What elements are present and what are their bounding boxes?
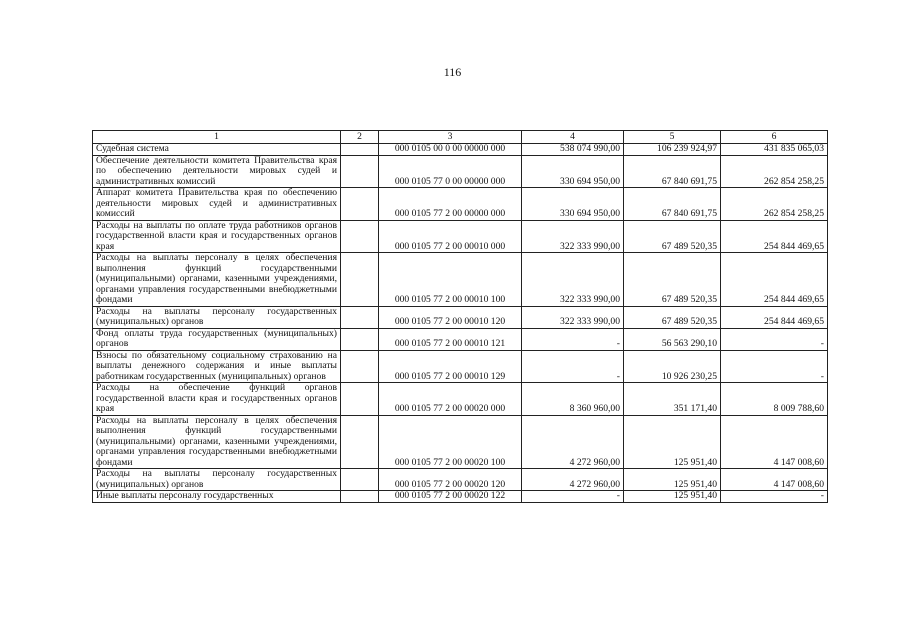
table-row <box>93 328 828 350</box>
table-row <box>93 383 828 416</box>
table-row <box>93 415 828 469</box>
row-budget-code: 000 0105 77 2 00 00000 000 <box>379 188 522 221</box>
row-value-col6: 8 009 788,60 <box>721 383 828 416</box>
column-header: 5 <box>624 131 721 144</box>
page-number: 116 <box>443 65 462 79</box>
row-blank-cell <box>341 491 379 503</box>
table-body <box>93 144 828 503</box>
row-value-col6: 254 844 469,65 <box>721 220 828 253</box>
row-description: Взносы по обязательному социальному страхованию на выплаты денежного содержания и иные выплаты работникам государственных (муниципальных) органов <box>93 350 341 383</box>
row-description: Судебная система <box>93 144 341 156</box>
table-row <box>93 155 828 188</box>
row-blank-cell <box>341 469 379 491</box>
table-header-row <box>93 131 828 144</box>
row-description: Аппарат комитета Правительства края по обеспечению деятельности мировых судей и административных комиссий <box>93 188 341 221</box>
row-value-col6: 254 844 469,65 <box>721 253 828 307</box>
row-budget-code: 000 0105 77 2 00 00020 100 <box>379 415 522 469</box>
row-budget-code: 000 0105 77 2 00 00010 121 <box>379 328 522 350</box>
row-blank-cell <box>341 383 379 416</box>
table-row <box>93 469 828 491</box>
row-value-col6: 254 844 469,65 <box>721 306 828 328</box>
row-value-col4: - <box>522 328 624 350</box>
row-value-col6: 431 835 065,03 <box>721 144 828 156</box>
row-blank-cell <box>341 415 379 469</box>
row-value-col5: 125 951,40 <box>624 415 721 469</box>
row-blank-cell <box>341 144 379 156</box>
row-value-col4: 330 694 950,00 <box>522 155 624 188</box>
row-value-col4: 4 272 960,00 <box>522 415 624 469</box>
row-value-col5: 106 239 924,97 <box>624 144 721 156</box>
row-description: Расходы на выплаты персоналу государственных (муниципальных) органов <box>93 306 341 328</box>
row-value-col6: - <box>721 491 828 503</box>
row-blank-cell <box>341 328 379 350</box>
row-budget-code: 000 0105 77 2 00 00020 122 <box>379 491 522 503</box>
row-description: Обеспечение деятельности комитета Правительства края по обеспечению деятельности мировых судей и административных комиссий <box>93 155 341 188</box>
table-row <box>93 144 828 156</box>
row-budget-code: 000 0105 77 2 00 00020 000 <box>379 383 522 416</box>
row-value-col4: 330 694 950,00 <box>522 188 624 221</box>
row-blank-cell <box>341 155 379 188</box>
row-budget-code: 000 0105 77 2 00 00010 129 <box>379 350 522 383</box>
row-description: Фонд оплаты труда государственных (муниципальных) органов <box>93 328 341 350</box>
row-value-col5: 67 840 691,75 <box>624 188 721 221</box>
row-value-col4: 538 074 990,00 <box>522 144 624 156</box>
row-description: Иные выплаты персоналу государственных <box>93 491 341 503</box>
row-value-col6: - <box>721 328 828 350</box>
row-budget-code: 000 0105 77 0 00 00000 000 <box>379 155 522 188</box>
row-blank-cell <box>341 350 379 383</box>
row-budget-code: 000 0105 77 2 00 00010 100 <box>379 253 522 307</box>
row-value-col5: 10 926 230,25 <box>624 350 721 383</box>
row-value-col6: 4 147 008,60 <box>721 469 828 491</box>
row-budget-code: 000 0105 00 0 00 00000 000 <box>379 144 522 156</box>
table-row <box>93 306 828 328</box>
row-description: Расходы на выплаты персоналу в целях обеспечения выполнения функций государственными (муниципальными) органами, казенными учреждениями, органами управления государственными внебюджетными фондами <box>93 253 341 307</box>
row-value-col4: 4 272 960,00 <box>522 469 624 491</box>
table-row <box>93 350 828 383</box>
budget-table <box>92 130 828 503</box>
row-blank-cell <box>341 306 379 328</box>
row-description: Расходы на обеспечение функций органов государственной власти края и государственных органов края <box>93 383 341 416</box>
row-value-col6: 262 854 258,25 <box>721 155 828 188</box>
row-description: Расходы на выплаты по оплате труда работников органов государственной власти края и государственных органов края <box>93 220 341 253</box>
row-value-col6: 262 854 258,25 <box>721 188 828 221</box>
row-blank-cell <box>341 188 379 221</box>
row-budget-code: 000 0105 77 2 00 00010 120 <box>379 306 522 328</box>
row-value-col4: 322 333 990,00 <box>522 253 624 307</box>
table-row <box>93 253 828 307</box>
row-value-col4: - <box>522 491 624 503</box>
row-value-col4: - <box>522 350 624 383</box>
row-value-col6: - <box>721 350 828 383</box>
row-value-col5: 125 951,40 <box>624 491 721 503</box>
table-row <box>93 220 828 253</box>
row-value-col4: 322 333 990,00 <box>522 306 624 328</box>
column-header: 3 <box>379 131 522 144</box>
column-header: 2 <box>341 131 379 144</box>
row-value-col6: 4 147 008,60 <box>721 415 828 469</box>
row-description: Расходы на выплаты персоналу государственных (муниципальных) органов <box>93 469 341 491</box>
row-blank-cell <box>341 220 379 253</box>
column-header: 6 <box>721 131 828 144</box>
row-value-col5: 67 489 520,35 <box>624 253 721 307</box>
row-description: Расходы на выплаты персоналу в целях обеспечения выполнения функций государственными (муниципальными) органами, казенными учреждениями, органами управления государственными внебюджетными фондами <box>93 415 341 469</box>
table-row <box>93 491 828 503</box>
row-value-col5: 67 840 691,75 <box>624 155 721 188</box>
row-value-col5: 125 951,40 <box>624 469 721 491</box>
row-value-col5: 67 489 520,35 <box>624 306 721 328</box>
row-value-col5: 351 171,40 <box>624 383 721 416</box>
row-budget-code: 000 0105 77 2 00 00020 120 <box>379 469 522 491</box>
row-value-col4: 322 333 990,00 <box>522 220 624 253</box>
column-header: 1 <box>93 131 341 144</box>
row-value-col5: 56 563 290,10 <box>624 328 721 350</box>
column-header: 4 <box>522 131 624 144</box>
table-row <box>93 188 828 221</box>
row-value-col4: 8 360 960,00 <box>522 383 624 416</box>
row-value-col5: 67 489 520,35 <box>624 220 721 253</box>
row-blank-cell <box>341 253 379 307</box>
row-budget-code: 000 0105 77 2 00 00010 000 <box>379 220 522 253</box>
